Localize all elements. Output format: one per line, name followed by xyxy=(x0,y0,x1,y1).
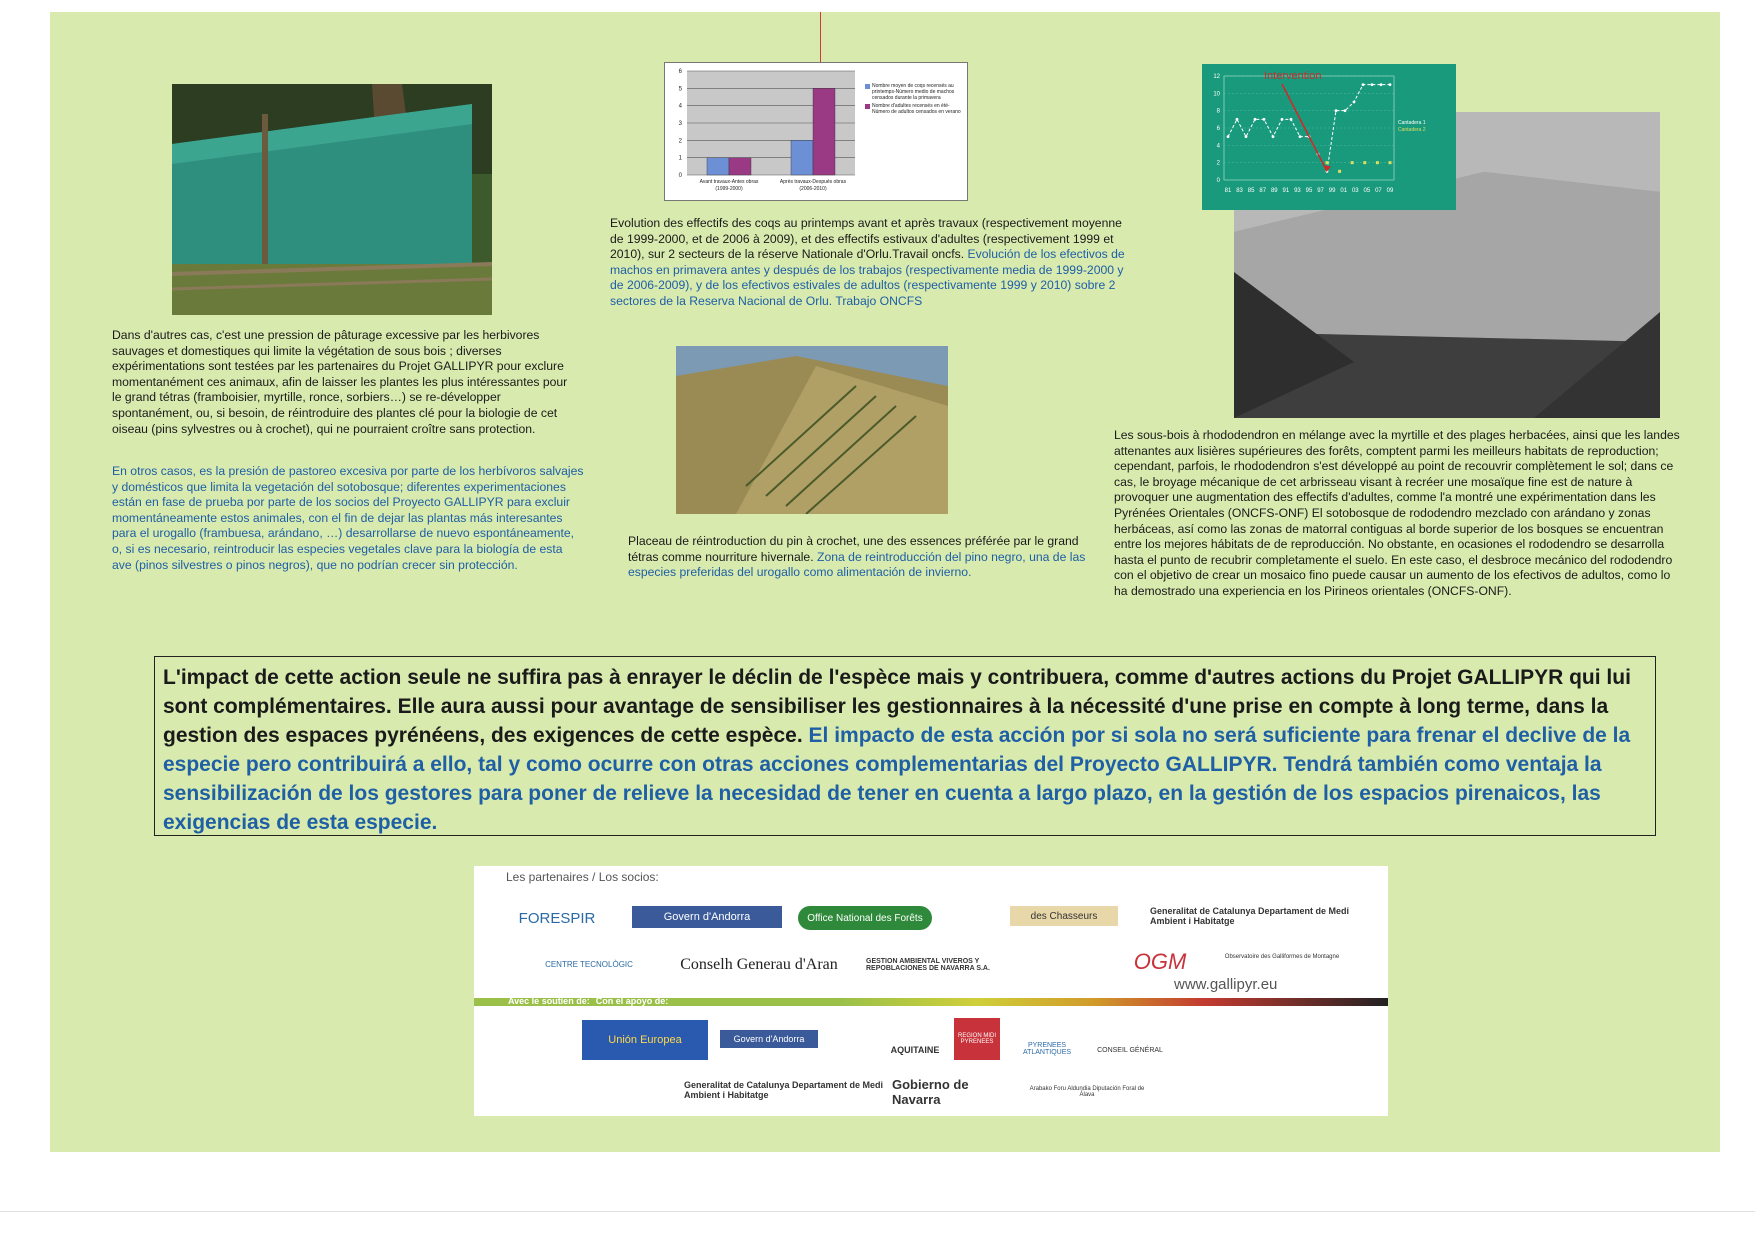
line-xtick-label: 01 xyxy=(1340,188,1348,194)
bar-ytick-label: 6 xyxy=(678,69,682,75)
logo-union-europea: Unión Europea xyxy=(582,1020,708,1060)
line-ytick-label: 12 xyxy=(1213,74,1220,80)
logo-generalitat-2: Generalitat de Catalunya Departament de Medi Ambient i Habitatge xyxy=(684,1080,884,1100)
line-point-cantadera1 xyxy=(1290,118,1293,121)
logo-araba: Arabako Foru Aldundia Diputación Foral de Álava xyxy=(1029,1086,1145,1098)
paragraph-right xyxy=(1114,428,1680,600)
bar-category-label: (2006-2010) xyxy=(799,186,827,192)
partners-block xyxy=(474,866,1388,1116)
line-point-cantadera1 xyxy=(1344,109,1347,112)
logo-gobierno-navarra: Gobierno de Navarra xyxy=(892,1077,969,1107)
line-ytick-label: 2 xyxy=(1216,160,1220,167)
line-xtick-label: 99 xyxy=(1328,188,1336,194)
line-xtick-label: 95 xyxy=(1305,188,1313,194)
bar-mark xyxy=(791,140,813,175)
line-point-cantadera1 xyxy=(1263,118,1266,121)
line-point-cantadera1 xyxy=(1353,101,1356,104)
logo-ogm: OGM xyxy=(1133,949,1187,974)
logo-chasseurs: des Chasseurs xyxy=(1010,906,1118,926)
center-divider-line xyxy=(820,12,821,68)
line-xtick-label: 83 xyxy=(1236,188,1243,194)
logo-conseil-general: CONSEIL GÉNÉRAL xyxy=(1097,1046,1163,1054)
line-ytick-label: 6 xyxy=(1216,126,1220,132)
line-point-cantadera2 xyxy=(1351,161,1354,164)
legend-cantadera2: Cantadera 2 xyxy=(1398,127,1426,133)
line-point-cantadera1 xyxy=(1380,83,1383,86)
line-xtick-label: 85 xyxy=(1247,188,1255,194)
logo-forespir: FORESPIR xyxy=(518,909,596,927)
line-xtick-label: 05 xyxy=(1363,188,1371,194)
legend-swatch-summer xyxy=(865,104,870,109)
bar-ytick-label: 3 xyxy=(678,121,682,127)
line-point-cantadera1 xyxy=(1254,118,1257,121)
line-xtick-label: 09 xyxy=(1386,188,1394,194)
support-heading-es: Con el apoyo de: xyxy=(595,996,669,1006)
caption-pine-fr: Placeau de réintroduction du pin à crochet, une des essences préférée par le grand tétras comme nourriture hivernale. xyxy=(628,534,1079,564)
website-link[interactable]: www.gallipyr.eu xyxy=(1174,976,1278,993)
caption-chart-es: Evolución de los efectivos de machos en primavera antes y después de los trabajos (respectivamente media de 1999-2000 y de 2006-2009), y de los efectivos estivales de adultos (respectivamente 1999 y 2010) sobre 2 sectores de la Reserva Nacional de Orlu. Trabajo ONCFS xyxy=(610,247,1125,308)
line-point-cantadera1 xyxy=(1281,118,1284,121)
logo-onf: Office National des Forêts xyxy=(798,906,932,930)
bar-ytick-label: 2 xyxy=(678,138,682,145)
legend-label-summer: Nombre d'adultes recensés en été-Número de adultos censados en verano xyxy=(872,103,961,115)
paragraph-es-right: El sotobosque de rododendro mezclado con arándano y zonas herbáceas, así como las zonas de matorral contiguas al borde superior de los bosques se encuentran entre los mejores hábitats de de reproducción. No obstante, en ocasiones el rododendro se desarrolla hasta el punto de recubrir completamente el suelo. En este caso, el desbroce mecánico del rododendro con el objetivo de crear un mosaico fino puede causar un aumento de los efectivos de adultos, como lo ha demostrado una experiencia en los Pirineos orientales (ONCFS-ONF). xyxy=(1114,505,1673,598)
conclusion-fr: L'impact de cette action seule ne suffira pas à enrayer le déclin de l'espèce mais y contribuera, comme d'autres actions du Projet GALLIPYR qui lui sont complémentaires. Elle aura aussi pour avantage de sensibiliser les gestionnaires à la nécessité d'une prise en compte à long terme, dans la gestion des espaces pyrénéens, des exigences de cette espèce. xyxy=(163,666,1631,747)
line-ytick-label: 0 xyxy=(1216,178,1220,184)
logo-conselh-aran: Conselh Generau d'Aran xyxy=(680,956,838,973)
fence-photo xyxy=(172,84,492,315)
paragraph-fr-left: Dans d'autres cas, c'est une pression de pâturage excessive par les herbivores sauvages et domestiques qui limite la végétation de sous bois ; diverses expérimentations sont testées par les partenaires du Projet GALLIPYR pour exclure momentanément ces animaux, afin de laisser les plantes les plus intéressantes pour le grand tétras (framboisier, myrtille, ronce, sorbiers…) se re-développer spontanément, ou, si besoin, de réintroduire des plantes clé pour la biologie de cet oiseau (pins sylvestres ou à crochet), qui ne pourraient croître sans protection. xyxy=(112,328,568,436)
bar-category-label: (1999-2000) xyxy=(715,186,743,192)
logo-observatoire: Observatoire des Galliformes de Montagne xyxy=(1224,954,1340,960)
logo-centre-tecnologic: CENTRE TECNOLÒGIC xyxy=(545,959,633,969)
logo-midi-pyrenees: REGION MIDI PYRENEES xyxy=(954,1018,1000,1060)
line-point-cantadera2 xyxy=(1376,161,1379,164)
line-point-cantadera2 xyxy=(1389,161,1392,164)
line-xtick-label: 07 xyxy=(1375,188,1382,194)
line-xtick-label: 91 xyxy=(1282,188,1290,194)
caption-chart-fr: Evolution des effectifs des coqs au printemps avant et après travaux (respectivement moyenne de 1999-2000, et de 2006 à 2009), et des effectifs estivaux d'adultes (respectivement 1999 et 2010), sur 2 secteurs de la réserve Nationale d'Orlu.Travail oncfs. xyxy=(610,216,1122,262)
paragraph-es-left: En otros casos, es la presión de pastoreo excesiva por parte de los herbívoros salvajes y domésticos que limita la vegetación del sotobosque; diferentes experimentaciones están en fase de prueba por parte de los socios del Proyecto GALLIPYR para excluir momentáneamente estos animales, con el fin de dejar las plantas más interesantes para el urogallo (frambuesa, arándano, …) desarrollarse de nuevo espontáneamente, o, si es necesario, reintroducir las especies vegetales clave para la biología de esta ave (pinos silvestres o pinos negros), que no podrían crecer sin protección. xyxy=(112,464,584,572)
bar-mark xyxy=(729,158,751,175)
conclusion-es: El impacto de esta acción por si sola no será suficiente para frenar el declive de la especie pero contribuirá a ello, tal y como ocurre con otras acciones complementarias del Proyecto GALLIPYR. Tendrá también como ventaja la sensibilización de los gestores para poner de relieve la necesidad de tener en cuenta a largo plazo, en la gestión de los espacios pirenaicos, las exigencias de esta especie. xyxy=(163,724,1631,834)
line-point-cantadera1 xyxy=(1272,135,1275,138)
bar-mark xyxy=(813,88,835,175)
caption-pine-es: Zona de reintroducción del pino negro, una de las especies preferidas del urogallo como alimentación de invierno. xyxy=(628,549,1086,580)
line-xtick-label: 81 xyxy=(1224,188,1232,194)
line-point-cantadera2 xyxy=(1326,161,1329,164)
logo-aquitaine: AQUITAINE xyxy=(890,1045,940,1055)
logo-pyrenees-atlantiques: PYRENEES ATLANTIQUES xyxy=(1022,1042,1072,1056)
line-ytick-label: 8 xyxy=(1216,108,1220,115)
line-xtick-label: 03 xyxy=(1351,188,1359,194)
line-xtick-label: 97 xyxy=(1317,188,1324,194)
line-point-cantadera1 xyxy=(1245,135,1248,138)
bar-chart xyxy=(664,62,968,201)
bar-ytick-label: 1 xyxy=(678,155,682,162)
bar-ytick-label: 4 xyxy=(678,103,682,110)
line-xtick-label: 93 xyxy=(1294,188,1301,194)
logo-govern-andorra-2: Govern d'Andorra xyxy=(720,1030,818,1048)
caption-pine xyxy=(628,534,1088,581)
bar-category-label: Avant travaux-Antes obras xyxy=(699,179,759,185)
partners-heading: Les partenaires / Los socios: xyxy=(506,870,659,884)
paragraph-fr-right: Les sous-bois à rhododendron en mélange avec la myrtille et des plages herbacées, ainsi que les landes attenantes aux lisières supérieures des forêts, comptent parmi les meilleurs habitats de reproduction; cependant, parfois, le rhododendron s'est développé au point de recouvrir complètement le sol; dans ce cas, le broyage mécanique de cet arbrisseau visant à recréer une mosaïque fine est de nature à provoquer une augmentation des effectifs d'adultes, comme l'a montré une expérimentation dans les Pyrénées Orientales (ONCFS-ONF) xyxy=(1114,428,1680,520)
footer-line xyxy=(0,1211,1755,1212)
legend-cantadera1: Cantadera 1 xyxy=(1398,120,1426,126)
line-point-cantadera1 xyxy=(1227,135,1230,138)
logo-govern-andorra: Govern d'Andorra xyxy=(632,906,782,928)
line-ytick-label: 4 xyxy=(1216,143,1220,150)
bar-mark xyxy=(707,158,729,175)
line-point-cantadera1 xyxy=(1236,118,1239,121)
support-heading-fr: Avec le soutien de: xyxy=(508,996,590,1006)
legend-label-spring: Nombre moyen de coqs recensés au printemps-Número medio de machos censados durante la primavera xyxy=(872,83,955,101)
line-point-cantadera1 xyxy=(1299,135,1302,138)
line-ytick-label: 10 xyxy=(1213,91,1220,98)
line-xtick-label: 87 xyxy=(1259,188,1267,194)
line-point-cantadera1 xyxy=(1389,83,1392,86)
bar-category-label: Après travaux-Después obras xyxy=(779,179,847,185)
line-xtick-label: 89 xyxy=(1270,188,1278,194)
line-point-cantadera1 xyxy=(1362,83,1365,86)
logo-generalitat-1: Generalitat de Catalunya Departament de Medi Ambient i Habitatge xyxy=(1150,906,1350,926)
line-point-cantadera2 xyxy=(1338,170,1341,173)
line-chart xyxy=(1202,64,1456,210)
bar-ytick-label: 0 xyxy=(678,173,682,179)
line-point-cantadera1 xyxy=(1335,109,1338,112)
legend-swatch-spring xyxy=(865,84,870,89)
logo-gestion-ambiental: GESTION AMBIENTAL VIVEROS Y REPOBLACIONES DE NAVARRA S.A. xyxy=(866,958,990,972)
intervention-label: Intervention xyxy=(1264,70,1322,82)
pine-slope-photo xyxy=(676,346,948,514)
caption-chart xyxy=(610,216,1130,310)
intervention-arrow xyxy=(1282,84,1327,171)
bar-ytick-label: 5 xyxy=(678,86,682,93)
conclusion-box xyxy=(154,656,1656,836)
line-point-cantadera2 xyxy=(1363,161,1366,164)
line-point-cantadera1 xyxy=(1371,83,1374,86)
